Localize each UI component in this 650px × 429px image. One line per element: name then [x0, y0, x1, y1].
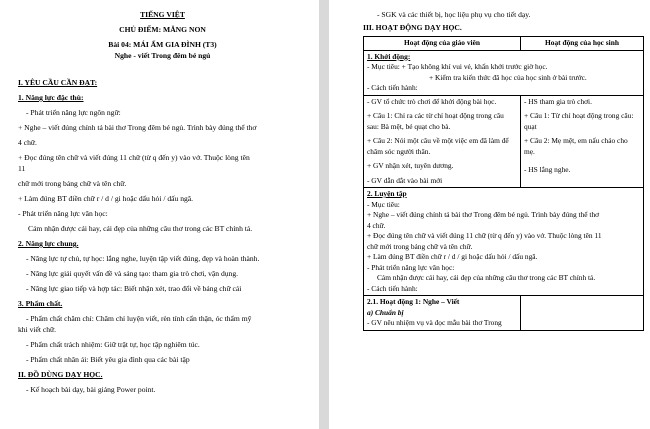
document-page-left: [0, 0, 319, 429]
paragraph: - Phẩm chất nhân ái: Biết yêu gia đình qua các bài tập: [26, 355, 190, 364]
section-requirements: I. YÊU CẦU CẦN ĐẠT:: [18, 78, 98, 87]
paragraph: + Làm đúng BT điền chữ r / d / gi hoặc dấu hỏi / dấu ngã.: [367, 252, 538, 261]
paragraph: + Làm đúng BT điền chữ r / d / gi hoặc dấu hỏi / dấu ngã.: [18, 194, 194, 203]
paragraph: + Nghe – viết đúng chính tả bài thơ Trong đêm bé ngủ. Trình bày đúng thể thơ: [367, 210, 600, 219]
paragraph: - GV nêu nhiệm vụ và đọc mẫu bài thơ Trong: [367, 318, 502, 327]
table-cell: [364, 188, 644, 296]
table-row: [364, 296, 644, 331]
paragraph: - Phẩm chất trách nhiệm: Giữ trật tự, học tập nghiêm túc.: [26, 340, 200, 349]
paragraph: + Kiểm tra kiến thức đã học của học sinh ở bài trước.: [429, 72, 587, 82]
paragraph: - Năng lực giải quyết vấn đề và sáng tạo: tham gia trò chơi, vận dụng.: [26, 269, 239, 278]
paragraph: - HS lắng nghe.: [524, 165, 571, 174]
paragraph: + Đọc đúng tên chữ và viết đúng 11 chữ (từ q đến y) vào vở. Thuộc lòng tên 11: [367, 231, 602, 240]
activity-title: 1. Khởi động:: [367, 51, 411, 61]
table-cell: [521, 95, 644, 188]
activity-title: 2. Luyện tập: [367, 189, 407, 198]
table-cell: [521, 296, 644, 331]
paragraph: - SGK và các thiết bị, học liệu phụ vụ cho tiết dạy.: [377, 10, 531, 19]
paragraph: chữ mới trong bảng chữ và tên chữ.: [367, 241, 473, 251]
table-header-student: Hoạt động của học sinh: [521, 37, 644, 51]
paragraph: - Cách tiến hành:: [367, 283, 418, 293]
activities-table: [363, 36, 644, 331]
paragraph: 11: [18, 164, 26, 173]
paragraph: - Năng lực tự chủ, tự học: lắng nghe, luyện tập viết đúng, đẹp và hoàn thành.: [26, 254, 260, 263]
paragraph: - Cách tiến hành:: [367, 83, 418, 92]
paragraph: - Mục tiêu:: [367, 199, 400, 209]
table-row: [364, 188, 644, 296]
paragraph: - Năng lực giao tiếp và hợp tác: Biết nhận xét, trao đổi về bảng chữ cái: [26, 284, 242, 293]
paragraph: - Phát triển năng lực văn học:: [18, 209, 108, 218]
section-teaching-tools: II. ĐỒ DÙNG DẠY HỌC.: [18, 370, 103, 379]
table-header-teacher: Hoạt động của giáo viên: [364, 37, 521, 51]
table-row: [364, 50, 644, 95]
paragraph: Cảm nhận được cái hay, cái đẹp của những câu thơ trong các BT chính tả.: [377, 273, 596, 282]
paragraph: - GV tổ chức trò chơi để khởi động bài học.: [367, 96, 497, 106]
subject-heading: TIẾNG VIỆT: [140, 10, 185, 19]
table-row: [364, 95, 644, 188]
paragraph: 4 chữ.: [367, 220, 386, 230]
subsection-specific-skills: 1. Năng lực đặc thù:: [18, 93, 84, 102]
paragraph: - Phát triển năng lực văn học:: [367, 262, 455, 272]
paragraph: - Phát triển năng lực ngôn ngữ:: [26, 108, 121, 117]
paragraph: - Mục tiêu: + Tạo không khí vui vẻ, khấn khởi trước giờ học.: [367, 62, 548, 71]
paragraph: 4 chữ.: [18, 138, 37, 147]
paragraph: a) Chuẩn bị: [367, 307, 404, 317]
table-cell: [364, 296, 521, 331]
table-cell: [364, 95, 521, 188]
paragraph: + Câu 2: Nói một câu về một việc em đã làm để chăm sóc người thân.: [367, 136, 509, 156]
paragraph: - HS tham gia trò chơi.: [524, 96, 592, 106]
paragraph: + GV nhận xét, tuyên dương.: [367, 161, 454, 170]
section-activities: III. HOẠT ĐỘNG DẠY HỌC.: [363, 23, 462, 32]
paragraph: khi viết chữ.: [18, 325, 57, 334]
activity-title: 2.1. Hoạt động 1: Nghe – Viết: [367, 297, 460, 306]
table-cell: [364, 50, 644, 95]
paragraph: - Kế hoạch bài dạy, bài giảng Power point.: [26, 385, 156, 394]
paragraph: + Câu 2: Mẹ mệt, em nấu cháo cho mẹ.: [524, 136, 628, 156]
lesson-subtitle: Nghe - viết Trong đêm bé ngủ: [114, 51, 211, 60]
paragraph: - GV dẫn dắt vào bài mới: [367, 175, 443, 185]
document-page-right: [329, 0, 650, 429]
lesson-title: Bài 04: MÁI ẤM GIA ĐÌNH (T3): [108, 40, 217, 49]
paragraph: + Câu 1: Chỉ ra các từ chỉ hoạt động trong câu sau: Bà mệt, bé quạt cho bà.: [367, 111, 504, 131]
paragraph: chữ mới trong bảng chữ và tên chữ.: [18, 179, 127, 188]
subsection-general-skills: 2. Năng lực chung.: [18, 239, 79, 248]
paragraph: + Đọc đúng tên chữ và viết đúng 11 chữ (từ q đến y) vào vở. Thuộc lòng tên: [18, 153, 250, 162]
paragraph: + Câu 1: Từ chỉ hoạt động trong câu: quạt: [524, 111, 634, 131]
topic-heading: CHỦ ĐIỂM: MĂNG NON: [119, 25, 206, 34]
table-header-row: [364, 37, 644, 51]
paragraph: Cảm nhận được cái hay, cái đẹp của những câu thơ trong các BT chính tả.: [28, 224, 253, 233]
subsection-qualities: 3. Phẩm chất.: [18, 299, 63, 308]
paragraph: - Phẩm chất chăm chỉ: Chăm chỉ luyện viết, rèn tính cẩn thận, óc thẩm mỹ: [26, 314, 252, 323]
paragraph: + Nghe – viết đúng chính tả bài thơ Trong đêm bé ngủ. Trình bày đúng thể thơ: [18, 123, 257, 132]
